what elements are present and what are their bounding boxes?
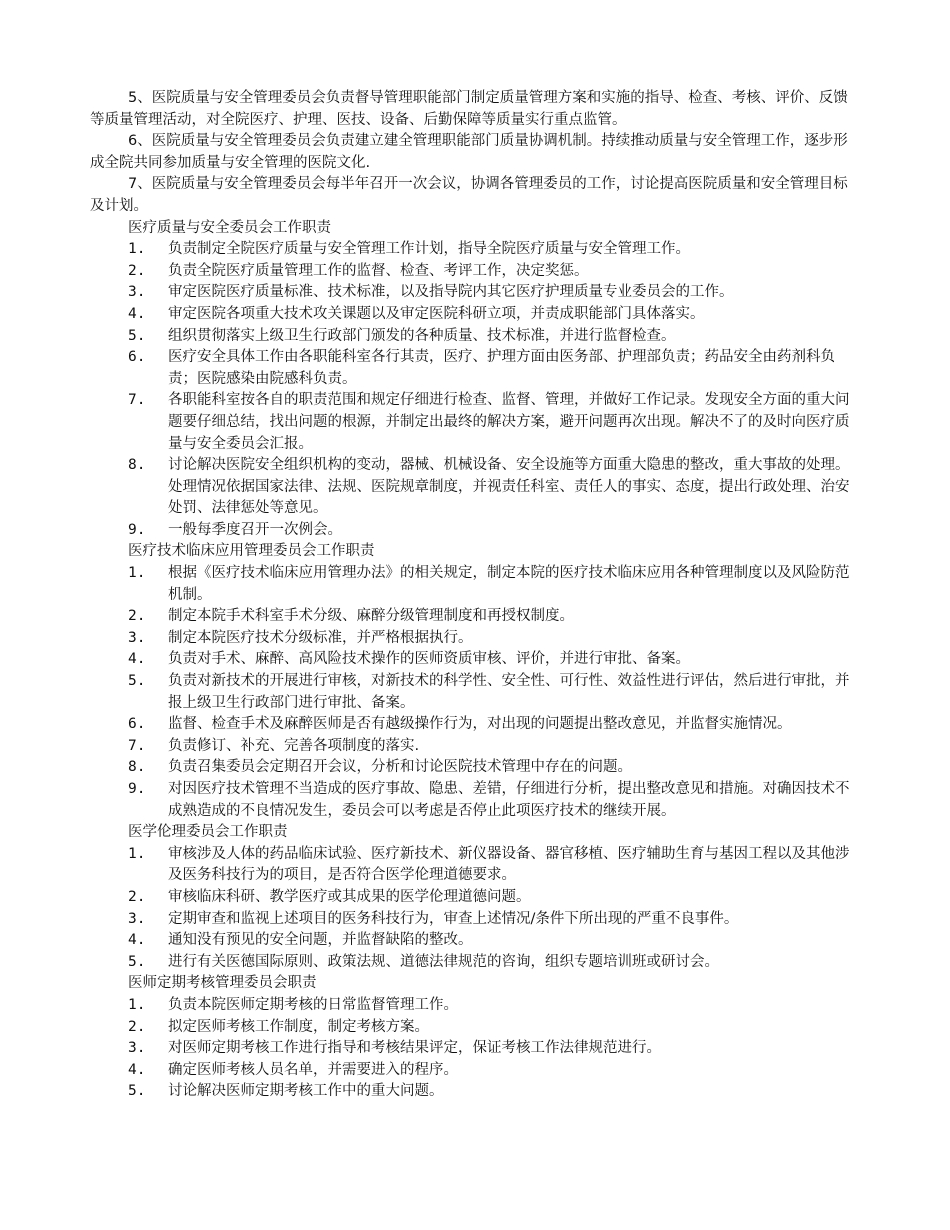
item-number: 7. [128, 737, 146, 754]
item-text: 负责修订、补充、完善各项制度的落实. [168, 737, 420, 754]
item-number: 2. [128, 608, 146, 625]
item-text: 负责全院医疗质量管理工作的监督、检查、考评工作，决定奖惩。 [168, 262, 589, 279]
item-number: 2. [128, 1018, 146, 1035]
item-text: 进行有关医德国际原则、政策法规、道德法律规范的咨询，组织专题培训班或研讨会。 [168, 953, 719, 970]
item-number: 8. [128, 759, 146, 776]
duty-list [90, 844, 858, 974]
duty-item [90, 347, 858, 390]
duty-list [90, 995, 858, 1103]
duty-item [90, 757, 858, 779]
item-text: 负责制定全院医疗质量与安全管理工作计划，指导全院医疗质量与安全管理工作。 [168, 241, 690, 258]
item-text: 各职能科室按各自的职责范围和规定仔细进行检查、监督、管理，并做好工作记录。发现安全方面的重大问题要仔细总结，找出问题的根源，并制定出最终的解决方案，避开问题再次出现。解决不了的及时向医疗质量与安全委员会汇报。 [168, 392, 850, 452]
item-number: 3. [128, 910, 146, 927]
item-number: 3. [128, 284, 146, 301]
item-text: 医疗安全具体工作由各职能科室各行其责，医疗、护理方面由医务部、护理部负责；药品安全由药剂科负责；医院感染由院感科负责。 [168, 349, 835, 387]
item-number: 8. [128, 457, 146, 474]
section [90, 822, 858, 973]
item-number: 4. [128, 305, 146, 322]
item-number: 1. [128, 845, 146, 862]
item-text: 对因医疗技术管理不当造成的医疗事故、隐患、差错，仔细进行分析，提出整改意见和措施。对确因技术不成熟造成的不良情况发生，委员会可以考虑是否停止此项医疗技术的继续开展。 [168, 781, 850, 819]
item-text: 定期审查和监视上述项目的医务科技行为，审查上述情况/条件下所出现的严重不良事件。 [168, 910, 739, 927]
duty-list [90, 239, 858, 541]
duty-item [90, 844, 858, 887]
item-number: 4. [128, 932, 146, 949]
item-number: 2. [128, 262, 146, 279]
duty-item [90, 606, 858, 628]
duty-item [90, 952, 858, 974]
duty-item [90, 995, 858, 1017]
duty-item [90, 930, 858, 952]
item-number: 5. [128, 673, 146, 690]
item-number: 6. [128, 716, 146, 733]
duty-item [90, 714, 858, 736]
section [90, 218, 858, 542]
item-text: 讨论解决医师定期考核工作中的重大问题。 [168, 1083, 444, 1100]
duty-item [90, 909, 858, 931]
item-text: 制定本院医疗技术分级标准，并严格根据执行。 [168, 629, 473, 646]
section-heading: 医疗质量与安全委员会工作职责 [128, 219, 331, 236]
item-text: 负责召集委员会定期召开会议，分析和讨论医院技术管理中存在的问题。 [168, 759, 632, 776]
duty-item [90, 239, 858, 261]
item-text: 确定医师考核人员名单，并需要进入的程序。 [168, 1061, 458, 1078]
duty-item [90, 736, 858, 758]
duty-item [90, 1060, 858, 1082]
item-text: 根据《医疗技术临床应用管理办法》的相关规定，制定本院的医疗技术临床应用各种管理制度以及风险防范机制。 [168, 565, 850, 603]
item-number: 5. [128, 327, 146, 344]
item-text: 讨论解决医院安全组织机构的变动，器械、机械设备、安全设施等方面重大隐患的整改，重大事故的处理。处理情况依据国家法律、法规、医院规章制度，并视责任科室、责任人的事实、态度，提出行政处理、治安处罚、法律惩处等意见。 [168, 457, 850, 517]
duty-item [90, 649, 858, 671]
item-number: 1. [128, 565, 146, 582]
item-text: 对医师定期考核工作进行指导和考核结果评定，保证考核工作法律规范进行。 [168, 1040, 661, 1057]
item-number: 3. [128, 1040, 146, 1057]
intro-paragraph: 7、医院质量与安全管理委员会每半年召开一次会议，协调各管理委员的工作，讨论提高医院质量和安全管理目标及计划。 [90, 176, 848, 214]
duty-item [90, 282, 858, 304]
duty-item [90, 563, 858, 606]
duty-item [90, 326, 858, 348]
duty-list [90, 563, 858, 822]
intro-paragraph: 5、医院质量与安全管理委员会负责督导管理职能部门制定质量管理方案和实施的指导、检查、考核、评价、反馈等质量管理活动，对全院医疗、护理、医技、设备、后勤保障等质量实行重点监管。 [90, 90, 848, 128]
item-number: 1. [128, 996, 146, 1013]
item-text: 监督、检查手术及麻醉医师是否有越级操作行为，对出现的问题提出整改意见，并监督实施情况。 [168, 716, 792, 733]
duty-item [90, 1017, 858, 1039]
item-number: 4. [128, 651, 146, 668]
item-text: 拟定医师考核工作制度，制定考核方案。 [168, 1018, 429, 1035]
item-number: 4. [128, 1061, 146, 1078]
item-text: 负责本院医师定期考核的日常监督管理工作。 [168, 996, 458, 1013]
duty-item [90, 390, 858, 455]
duty-item [90, 304, 858, 326]
item-text: 负责对手术、麻醉、高风险技术操作的医师资质审核、评价，并进行审批、备案。 [168, 651, 690, 668]
duty-item [90, 261, 858, 283]
duty-item [90, 887, 858, 909]
item-text: 制定本院手术科室手术分级、麻醉分级管理制度和再授权制度。 [168, 608, 574, 625]
item-number: 3. [128, 629, 146, 646]
section-heading: 医学伦理委员会工作职责 [128, 824, 288, 841]
item-number: 5. [128, 953, 146, 970]
section [90, 973, 858, 1103]
duty-item [90, 779, 858, 822]
duty-item [90, 628, 858, 650]
item-number: 1. [128, 241, 146, 258]
item-text: 审定医院各项重大技术攻关课题以及审定医院科研立项，并责成职能部门具体落实。 [168, 305, 705, 322]
section [90, 541, 858, 822]
duty-item [90, 1081, 858, 1103]
duty-item [90, 455, 858, 520]
item-text: 审核涉及人体的药品临床试验、医疗新技术、新仪器设备、器官移植、医疗辅助生育与基因工程以及其他涉及医务科技行为的项目，是否符合医学伦理道德要求。 [168, 845, 850, 884]
duty-item [90, 520, 858, 542]
section-heading: 医师定期考核管理委员会职责 [128, 975, 317, 992]
intro-paragraph: 6、医院质量与安全管理委员会负责建立建全管理职能部门质量协调机制。持续推动质量与安全管理工作，逐步形成全院共同参加质量与安全管理的医院文化. [90, 133, 848, 171]
duty-item [90, 671, 858, 714]
item-number: 9. [128, 781, 146, 797]
duty-item [90, 1038, 858, 1060]
item-text: 一般每季度召开一次例会。 [168, 521, 342, 538]
sections [90, 218, 858, 1103]
item-text: 审定医院医疗质量标准、技术标准，以及指导院内其它医疗护理质量专业委员会的工作。 [168, 284, 734, 301]
item-number: 9. [128, 521, 146, 538]
item-number: 5. [128, 1083, 146, 1100]
section-heading: 医疗技术临床应用管理委员会工作职责 [128, 543, 375, 560]
item-text: 通知没有预见的安全问题，并监督缺陷的整改。 [168, 932, 473, 949]
item-number: 6. [128, 349, 146, 366]
intro-paragraphs [90, 88, 858, 218]
item-number: 7. [128, 392, 146, 409]
item-text: 组织贯彻落实上级卫生行政部门颁发的各种质量、技术标准，并进行监督检查。 [168, 327, 676, 344]
item-text: 负责对新技术的开展进行审核，对新技术的科学性、安全性、可行性、效益性进行评估，然后进行审批，并报上级卫生行政部门进行审批、备案。 [168, 673, 850, 711]
item-text: 审核临床科研、教学医疗或其成果的医学伦理道德问题。 [168, 888, 531, 905]
item-number: 2. [128, 888, 146, 905]
